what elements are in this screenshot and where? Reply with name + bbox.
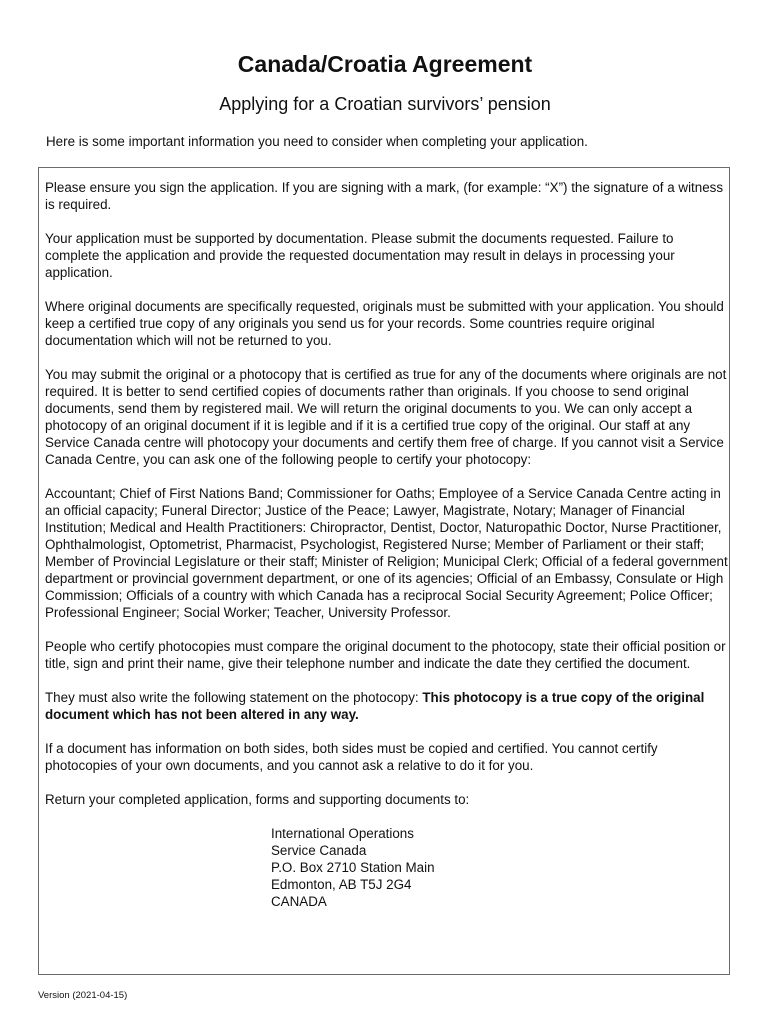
both-sides-paragraph: If a document has information on both sides, both sides must be copied and certified. You cannot certify photocopies of your own documents, and you cannot ask a relative to do it for you.: [45, 741, 658, 773]
mailing-address: [271, 825, 731, 910]
certification-requirements-paragraph: People who certify photocopies must compare the original document to the photocopy, state their official position or title, sign and print their name, give their telephone number and indicate the date they certified the document.: [45, 639, 726, 671]
address-line: Service Canada: [271, 843, 367, 858]
information-box-content: [45, 179, 731, 910]
version-label: Version (2021-04-15): [38, 990, 128, 1001]
certification-statement: This photocopy is a true copy of the original document which has not been altered in any way.: [45, 690, 705, 722]
page-subtitle: Applying for a Croatian survivors’ pension: [219, 94, 551, 114]
signature-paragraph: Please ensure you sign the application. If you are signing with a mark, (for example: “X”) the signature of a witness is required.: [45, 180, 724, 212]
intro-text: Here is some important information you need to consider when completing your application.: [46, 134, 588, 149]
statement-lead: They must also write the following statement on the photocopy:: [45, 690, 423, 705]
return-instructions-paragraph: Return your completed application, forms and supporting documents to:: [45, 792, 470, 807]
certifiers-list-paragraph: Accountant; Chief of First Nations Band; Commissioner for Oaths; Employee of a Service Canada Centre acting in an official capacity; Funeral Director; Justice of the Peace; Lawyer, Magistrate, Notary; Manager of Financial Institution; Medical and Health Practitioners: Chiropractor, Dentist, Doctor, Naturopathic Doctor, Nurse Practitioner, Ophthalmologist, Optometrist, Pharmacist, Psychologist, Registered Nurse; Member of Parliament or their staff; Member of Provincial Legislature or their staff; Minister of Religion; Municipal Clerk; Official of a federal government department or provincial government department, or one of its agencies; Official of an Embassy, Consulate or High Commission; Officials of a country with which Canada has a reciprocal Social Security Agreement; Police Officer; Professional Engineer; Social Worker; Teacher, University Professor.: [45, 486, 728, 620]
statement-paragraph: [45, 689, 731, 723]
address-line: CANADA: [271, 894, 327, 909]
address-line: International Operations: [271, 826, 414, 841]
documentation-paragraph: Your application must be supported by documentation. Please submit the documents requested. Failure to complete the application and provide the requested documentation may result in delays in processing your application.: [45, 231, 675, 280]
page-title: Canada/Croatia Agreement: [237, 51, 533, 77]
originals-paragraph: Where original documents are specifically requested, originals must be submitted with your application. You should keep a certified true copy of any originals you send us for your records. Some countries require original documentation which will not be returned to you.: [45, 299, 724, 348]
photocopy-paragraph: You may submit the original or a photocopy that is certified as true for any of the documents where originals are not required. It is better to send certified copies of documents rather than originals. If you choose to send original documents, send them by registered mail. We will return the original documents to you. We can only accept a photocopy of an original document if it is legible and if it is a certified true copy of the original. Our staff at any Service Canada centre will photocopy your documents and certify them free of charge. If you cannot visit a Service Canada Centre, you can ask one of the following people to certify your photocopy:: [45, 367, 727, 467]
address-line: Edmonton, AB T5J 2G4: [271, 877, 412, 892]
address-line: P.O. Box 2710 Station Main: [271, 860, 435, 875]
